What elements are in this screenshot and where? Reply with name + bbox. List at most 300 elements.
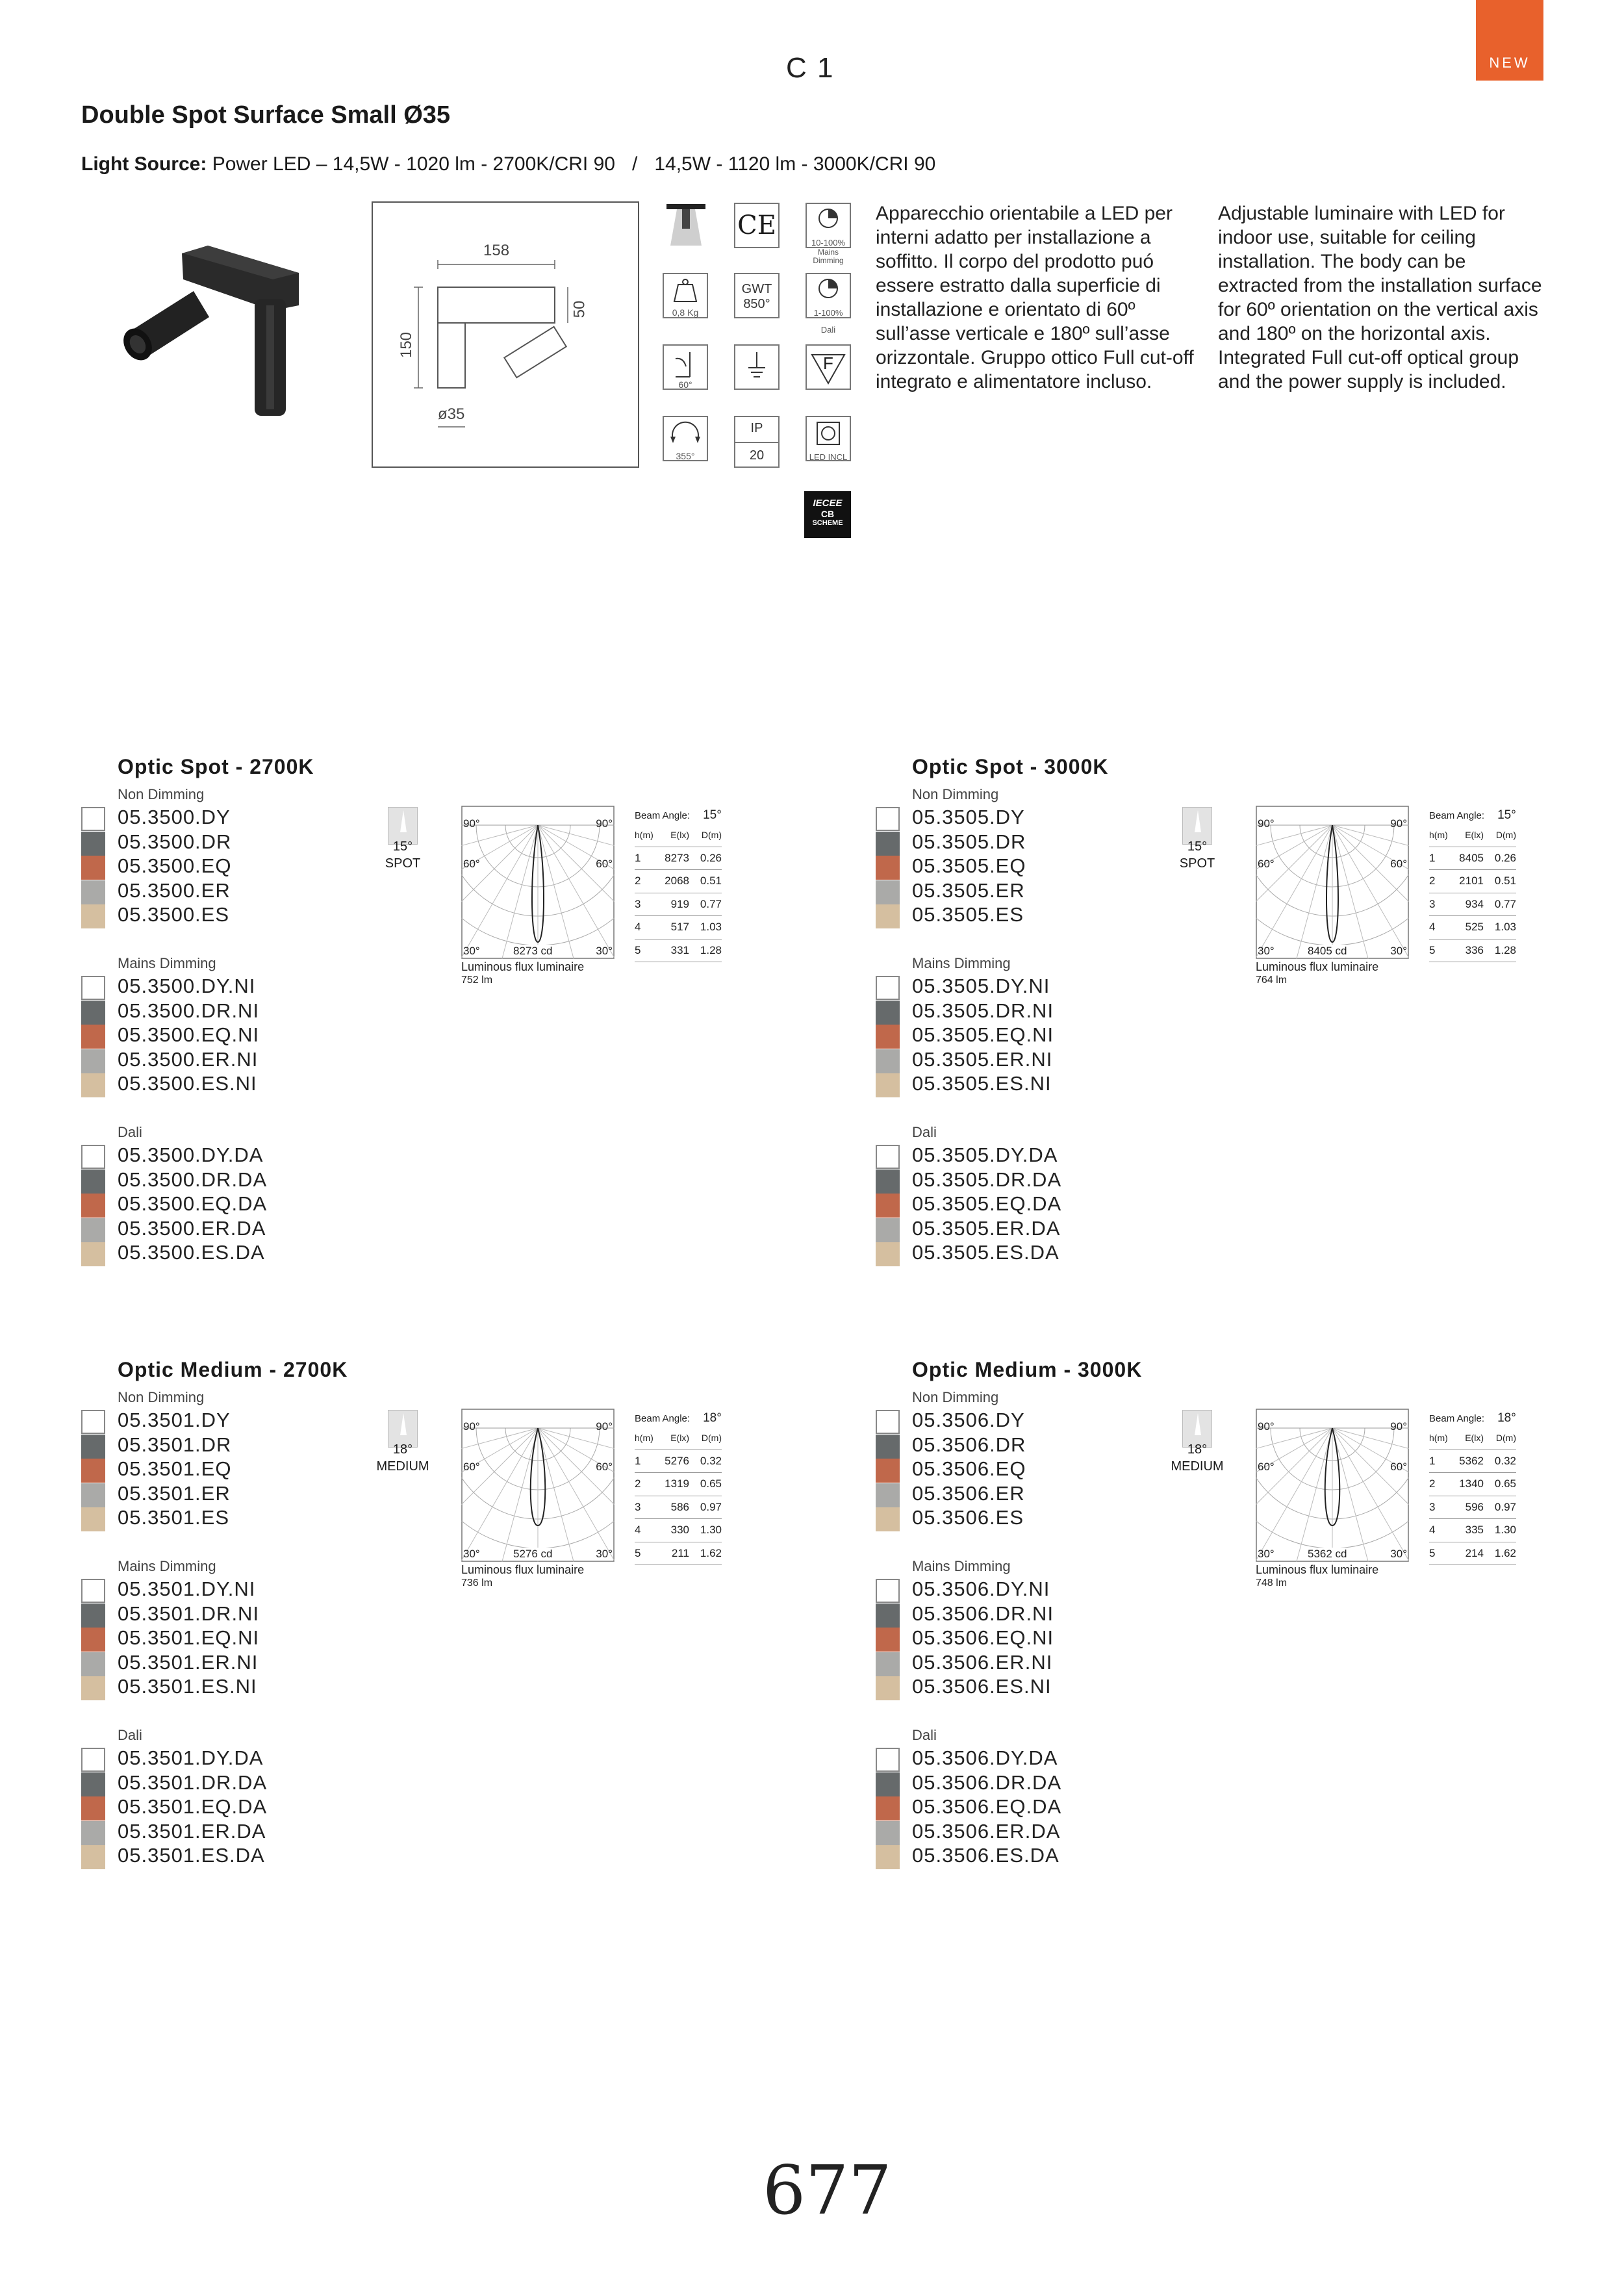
col-illuminance: E(lx) [658,1427,689,1450]
product-photo [110,234,305,422]
product-code: 05.3501.ER.DA [118,1819,266,1843]
polar-label-90-right: 90° [596,1420,613,1433]
finish-color-swatch [81,1821,105,1845]
col-height: h(m) [635,1427,658,1450]
product-code: 05.3500.DR [118,830,232,853]
polar-label-60-left: 60° [1258,1461,1275,1473]
polar-label-30-left: 30° [463,945,480,957]
product-code: 05.3505.ES [912,903,1024,926]
table-row [1429,1473,1516,1496]
light-source-line [81,153,935,175]
product-code-row [876,975,1136,999]
product-code-row [876,1217,1136,1241]
product-code: 05.3506.ES.DA [912,1844,1059,1867]
dim-width: 158 [483,242,510,259]
product-title: Double Spot Surface Small Ø35 [81,101,451,129]
product-code-row [81,1217,341,1241]
finish-color-swatch [81,1483,105,1507]
table-cell: 0.65 [689,1473,722,1496]
table-cell: 1.28 [689,939,722,962]
table-cell: 517 [658,916,689,939]
finish-color-swatch [81,832,105,856]
finish-color-swatch [81,1579,105,1603]
product-code-row [81,1820,341,1844]
product-code: 05.3505.ER [912,878,1025,902]
product-code: 05.3506.DR [912,1433,1026,1456]
product-code-row [81,999,341,1023]
col-illuminance: E(lx) [658,824,689,847]
product-code-row [81,1143,341,1168]
table-row [635,1473,722,1496]
product-code: 05.3505.EQ.NI [912,1023,1054,1046]
finish-color-swatch [876,856,900,880]
table-cell: 1.62 [1484,1542,1516,1565]
product-code: 05.3501.DY.DA [118,1746,264,1769]
product-code: 05.3500.EQ [118,854,232,877]
finish-color-swatch [81,1169,105,1194]
product-code: 05.3505.DR [912,830,1026,853]
table-cell: 2 [635,1473,658,1496]
finish-color-swatch [876,1049,900,1073]
finish-color-swatch [876,1410,900,1434]
product-code-row [876,999,1136,1023]
table-row [635,893,722,916]
polar-label-30-right: 30° [596,945,613,957]
polar-diagram [461,806,615,959]
product-code-row [876,830,1136,854]
dali-range: 1-100% [813,308,843,318]
col-height: h(m) [1429,824,1453,847]
table-cell: 0.26 [1484,847,1516,870]
table-cell: 586 [658,1496,689,1519]
product-code: 05.3505.EQ [912,854,1026,877]
finish-color-swatch [876,832,900,856]
product-code: 05.3506.DY [912,1409,1025,1431]
finish-color-swatch [81,1001,105,1025]
table-header-row [635,824,722,847]
product-code-row [81,1651,341,1675]
dimming-group-label: Dali [118,1124,142,1140]
product-code-row [81,1675,341,1699]
beam-angle-value: 18° [1497,1411,1516,1425]
finish-color-swatch [81,1603,105,1628]
product-code: 05.3506.EQ.DA [912,1795,1062,1818]
product-code-row [876,1626,1136,1650]
table-cell: 4 [635,916,658,939]
table-cell: 4 [1429,1519,1453,1542]
dimming-group-label: Dali [118,1727,142,1743]
mains-label: Mains [817,248,839,257]
table-row [635,870,722,893]
table-cell: 525 [1453,916,1484,939]
product-code: 05.3501.ER [118,1481,231,1505]
photometric-table [635,1427,722,1565]
product-code-row [81,1072,341,1096]
table-row [1429,1519,1516,1542]
flux-label: Luminous flux luminaire [1256,1563,1379,1576]
table-cell: 934 [1453,893,1484,916]
finish-color-swatch [876,1628,900,1652]
polar-label-60-right: 60° [1390,1461,1407,1473]
product-code: 05.3506.DR.DA [912,1770,1062,1794]
product-code-row [876,1143,1136,1168]
polar-label-30-left: 30° [463,1548,480,1560]
product-code-row [81,1844,341,1868]
light-source-label: Light Source: [81,153,207,175]
polar-label-60-right: 60° [596,1461,613,1473]
polar-label-30-left: 30° [1258,1548,1275,1560]
polar-label-60-right: 60° [1390,858,1407,870]
table-cell: 5276 [658,1450,689,1473]
technical-drawing [372,201,639,468]
product-code: 05.3501.ES.DA [118,1844,265,1867]
peak-candela: 8405 cd [1308,945,1347,957]
table-row [635,1542,722,1565]
dimming-group-label: Non Dimming [912,1389,999,1405]
product-code-row [81,1602,341,1626]
table-cell: 3 [635,893,658,916]
product-code-row [876,1771,1136,1795]
beam-name: SPOT [385,856,421,871]
mains-dimming-range: 10-100% [811,238,846,248]
finish-color-swatch [876,904,900,928]
polar-label-30-right: 30° [596,1548,613,1560]
table-cell: 5 [635,1542,658,1565]
table-cell: 0.97 [689,1496,722,1519]
polar-chart [461,806,615,959]
gwt-icon [734,273,780,318]
finish-color-swatch [876,1025,900,1049]
finish-color-swatch [876,1459,900,1483]
gwt-temp: 850° [743,297,770,311]
table-cell: 1.30 [1484,1519,1516,1542]
table-cell: 0.51 [1484,870,1516,893]
finish-color-swatch [81,1507,105,1531]
product-code-row [876,1844,1136,1868]
product-code-row [876,1192,1136,1216]
finish-color-swatch [876,1435,900,1459]
finish-color-swatch [876,1772,900,1796]
polar-label-60-left: 60° [1258,858,1275,870]
polar-label-60-right: 60° [596,858,613,870]
col-height: h(m) [1429,1427,1453,1450]
table-cell: 1 [1429,1450,1453,1473]
polar-label-60-left: 60° [463,1461,480,1473]
product-code-row [876,854,1136,878]
polar-chart [461,1409,615,1562]
table-cell: 1319 [658,1473,689,1496]
finish-color-swatch [876,1748,900,1772]
product-code-row [81,1192,341,1216]
photometric-table [635,824,722,962]
finish-color-swatch [876,1242,900,1266]
finish-color-swatch [876,1483,900,1507]
photometric-table [1429,1427,1516,1565]
product-code-row [81,1048,341,1072]
finish-color-swatch [81,1772,105,1796]
product-code: 05.3506.EQ.NI [912,1626,1054,1649]
table-cell: 1 [635,847,658,870]
ceiling-mount-icon [663,201,709,248]
table-cell: 2 [1429,870,1453,893]
table-cell: 0.65 [1484,1473,1516,1496]
scheme-text: SCHEME [812,519,843,527]
product-code: 05.3500.ES.NI [118,1072,257,1095]
polar-label-60-left: 60° [463,858,480,870]
finish-color-swatch [81,1073,105,1097]
table-cell: 214 [1453,1542,1484,1565]
dimming-group-label: Non Dimming [912,786,999,802]
product-code-row [876,1820,1136,1844]
table-cell: 0.26 [689,847,722,870]
dimming-group-label: Mains Dimming [118,1558,216,1574]
product-code-row [81,830,341,854]
product-code-row [81,1746,341,1770]
ip-value: 20 [749,448,765,463]
table-cell: 1.28 [1484,939,1516,962]
product-code: 05.3500.ER.DA [118,1216,266,1240]
product-code: 05.3505.DR.DA [912,1168,1062,1191]
col-height: h(m) [635,824,658,847]
product-code: 05.3505.DR.NI [912,999,1054,1022]
finish-color-swatch [81,1049,105,1073]
product-code: 05.3505.DY [912,806,1025,828]
product-code-row [81,854,341,878]
finish-color-swatch [876,1194,900,1218]
gwt-label: GWT [741,282,772,296]
page-number: 677 [763,2151,892,2230]
product-code: 05.3506.ES [912,1506,1024,1529]
product-code: 05.3500.ES [118,903,230,926]
product-code: 05.3500.ER [118,878,231,902]
product-code: 05.3501.ER.NI [118,1650,259,1674]
polar-label-90-right: 90° [1390,817,1407,830]
product-code: 05.3506.ER [912,1481,1025,1505]
polar-label-30-right: 30° [1390,945,1407,957]
product-code-row [81,903,341,927]
table-cell: 5 [1429,1542,1453,1565]
product-code: 05.3505.ES.NI [912,1072,1052,1095]
product-code: 05.3505.DY.DA [912,1143,1058,1166]
finish-color-swatch [876,1507,900,1531]
table-cell: 1.03 [689,916,722,939]
product-code: 05.3501.EQ.NI [118,1626,260,1649]
beam-name: SPOT [1179,856,1215,871]
finish-color-swatch [81,807,105,831]
dimming-label: Dimming [813,256,844,265]
dimming-group-label: Mains Dimming [912,955,1011,971]
table-row [635,916,722,939]
beam-degree: 15° [1187,839,1208,854]
table-row [635,847,722,870]
new-badge-label: NEW [1489,55,1530,71]
finish-color-swatch [876,1652,900,1676]
product-code-row [876,1048,1136,1072]
beam-angle-label: Beam Angle: [635,810,691,821]
product-code: 05.3500.EQ.NI [118,1023,260,1046]
finish-color-swatch [876,1145,900,1169]
product-code: 05.3506.DR.NI [912,1602,1054,1625]
description-en: Adjustable luminaire with LED for indoor use, suitable for ceiling installation. The body can be extracted from the installation surface for 60º orientation on the vertical axis and 180º on the horizontal axis. Integrated Full cut-off optical group and the power supply is included. [1218,203,1542,392]
table-cell: 3 [635,1496,658,1519]
finish-color-swatch [81,904,105,928]
product-code-row [876,1746,1136,1770]
beam-angle-value: 18° [703,1411,722,1425]
product-code-row [876,1675,1136,1699]
finish-color-swatch [81,1218,105,1242]
polar-label-90-left: 90° [463,817,480,830]
flux-label: Luminous flux luminaire [461,1563,585,1576]
dim-diameter: ø35 [438,405,465,423]
product-code: 05.3501.DY.NI [118,1578,256,1600]
flux-value: 752 lm [461,975,493,986]
col-illuminance: E(lx) [1453,824,1484,847]
iecee-cb-logo [804,491,851,538]
beam-angle-label: Beam Angle: [1429,1413,1485,1424]
table-cell: 0.97 [1484,1496,1516,1519]
table-row [1429,1450,1516,1473]
table-row [1429,893,1516,916]
table-cell: 4 [1429,916,1453,939]
product-code-row [81,806,341,830]
finish-color-swatch [81,1796,105,1820]
col-illuminance: E(lx) [1453,1427,1484,1450]
f-mark-label: F [823,353,833,373]
product-code: 05.3500.DY.DA [118,1143,264,1166]
f-mark-icon [806,344,851,390]
product-code: 05.3501.EQ.DA [118,1795,268,1818]
col-diameter: D(m) [689,1427,722,1450]
finish-color-swatch [876,1073,900,1097]
product-code-row [876,1482,1136,1506]
finish-color-swatch [81,1242,105,1266]
beam-angle-label: Beam Angle: [635,1413,691,1424]
finish-color-swatch [81,1845,105,1869]
table-cell: 2 [1429,1473,1453,1496]
product-code-row [876,806,1136,830]
product-code-row [876,879,1136,903]
product-code-row [81,1506,341,1530]
polar-diagram [1256,1409,1409,1562]
new-badge [1476,0,1543,81]
product-code-row [876,1602,1136,1626]
section-title: Optic Medium - 3000K [912,1358,1143,1381]
finish-color-swatch [876,1001,900,1025]
table-cell: 331 [658,939,689,962]
polar-label-30-right: 30° [1390,1548,1407,1560]
beam-degree: 18° [1187,1442,1208,1457]
led-incl-label: LED INCL [809,452,848,462]
table-cell: 1 [635,1450,658,1473]
product-code: 05.3501.DY [118,1409,231,1431]
table-cell: 2068 [658,870,689,893]
peak-candela: 5276 cd [513,1548,553,1560]
beam-degree: 15° [392,839,413,854]
light-source-b: 14,5W - 1120 lm - 3000K/CRI 90 [654,153,936,175]
cb-text: CB [820,509,835,519]
finish-color-swatch [876,1218,900,1242]
product-code: 05.3501.ES [118,1506,230,1529]
dimming-group-label: Non Dimming [118,1389,205,1405]
peak-candela: 8273 cd [513,945,553,957]
dimming-group-label: Non Dimming [118,786,205,802]
product-code: 05.3505.DY.NI [912,975,1050,997]
product-code: 05.3500.DY [118,806,231,828]
product-code-row [876,1433,1136,1457]
table-header-row [1429,1427,1516,1450]
table-header-row [635,1427,722,1450]
product-code: 05.3501.EQ [118,1457,232,1480]
table-cell: 5362 [1453,1450,1484,1473]
flux-label: Luminous flux luminaire [461,960,585,973]
table-cell: 3 [1429,1496,1453,1519]
table-cell: 0.51 [689,870,722,893]
table-row [1429,870,1516,893]
polar-label-30-left: 30° [1258,945,1275,957]
product-code-row [876,903,1136,927]
table-row [1429,916,1516,939]
product-code-row [81,1023,341,1047]
peak-candela: 5362 cd [1308,1548,1347,1560]
beam-angle-value: 15° [703,808,722,822]
polar-label-90-left: 90° [463,1420,480,1433]
table-cell: 596 [1453,1496,1484,1519]
product-code-row [876,1651,1136,1675]
product-code: 05.3506.ES.NI [912,1675,1052,1698]
product-code: 05.3500.DR.NI [118,999,260,1022]
table-row [1429,847,1516,870]
polar-diagram [461,1409,615,1562]
product-code: 05.3506.ER.NI [912,1650,1053,1674]
ip-rating-icon [734,416,780,468]
table-cell: 211 [658,1542,689,1565]
product-code-row [81,879,341,903]
product-code-row [81,1771,341,1795]
product-code-row [876,1578,1136,1602]
col-diameter: D(m) [689,824,722,847]
product-code-row [876,1409,1136,1433]
product-code-row [81,1168,341,1192]
product-code-row [81,1795,341,1819]
product-code-row [876,1072,1136,1096]
table-row [635,1450,722,1473]
product-section [81,1358,796,1891]
product-code: 05.3506.ER.DA [912,1819,1061,1843]
product-code-row [81,1578,341,1602]
table-cell: 1 [1429,847,1453,870]
product-section [876,1358,1590,1891]
product-code: 05.3505.EQ.DA [912,1192,1062,1215]
finish-color-swatch [876,1676,900,1700]
light-source-separator: / [631,153,638,175]
finish-color-swatch [876,1579,900,1603]
table-cell: 330 [658,1519,689,1542]
table-cell: 2101 [1453,870,1484,893]
col-diameter: D(m) [1484,824,1516,847]
description-it: Apparecchio orientabile a LED per interni adatto per installazione a soffitto. Il corpo del prodotto puó essere estratto dalla superficie di installazione e orientato di 60º sull’asse verticale e 180º sull’asse orizzontale. Gruppo ottico Full cut-off integrato e alimentatore incluso. [876,203,1194,392]
table-header-row [1429,824,1516,847]
dimming-group-label: Dali [912,1124,937,1140]
beam-angle-row [1429,1411,1516,1425]
product-code: 05.3506.DY.NI [912,1578,1050,1600]
table-cell: 1.62 [689,1542,722,1565]
dimming-group-label: Dali [912,1727,937,1743]
table-cell: 8405 [1453,847,1484,870]
product-code-row [876,1506,1136,1530]
product-code-row [81,1482,341,1506]
table-cell: 1.03 [1484,916,1516,939]
product-code-row [81,1433,341,1457]
